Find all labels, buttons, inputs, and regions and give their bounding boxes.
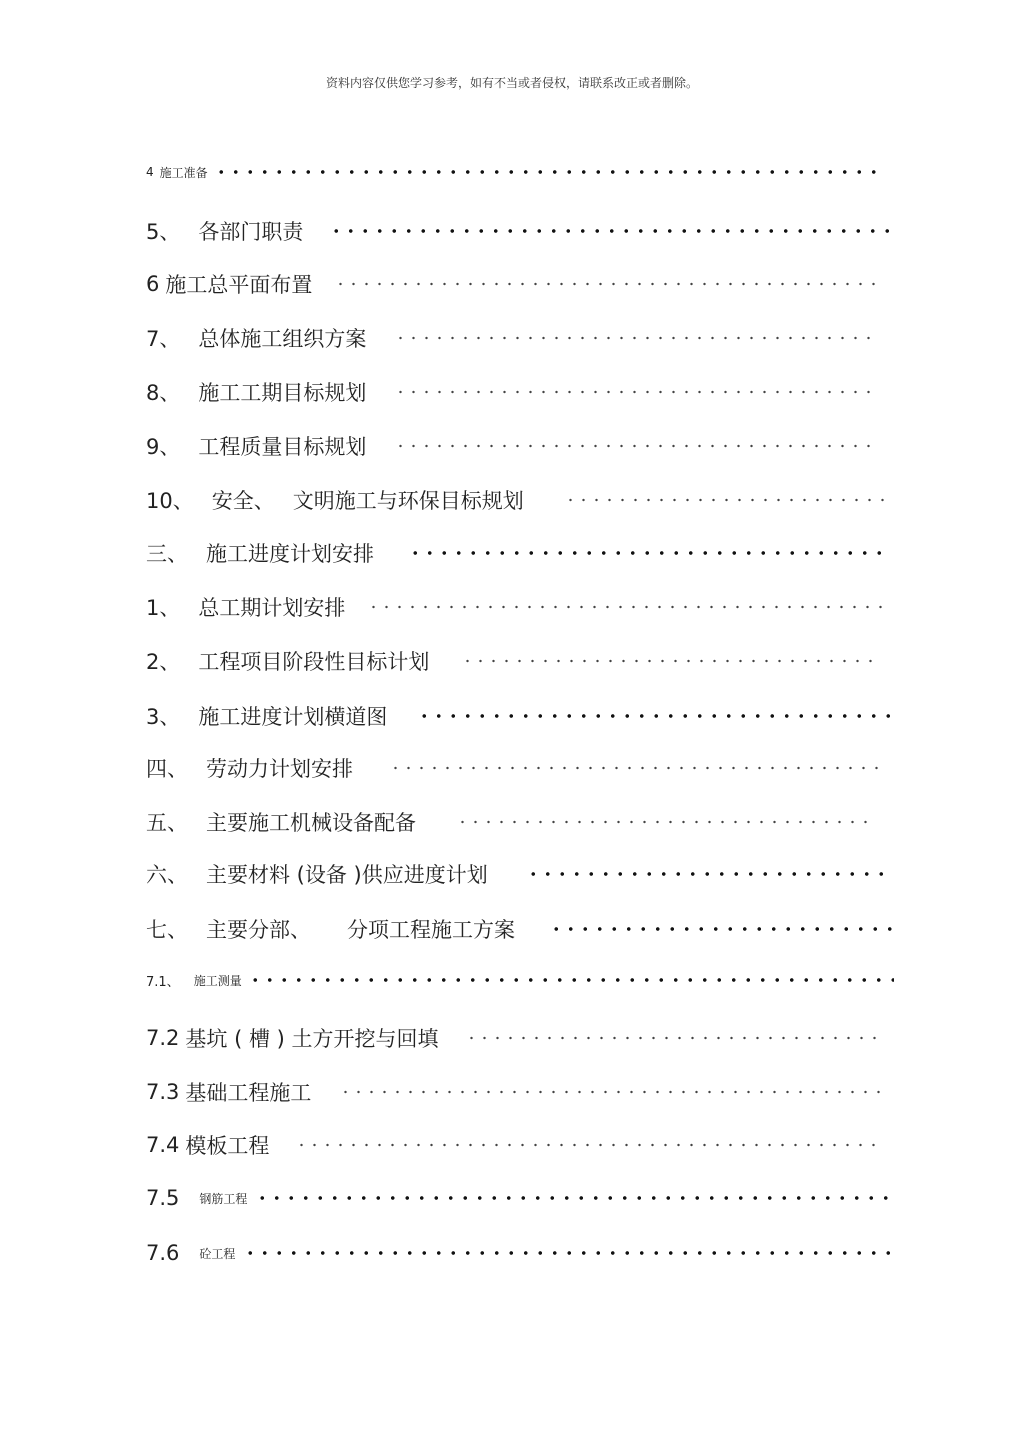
toc-number: 7.3: [146, 1080, 180, 1104]
dot-leader: [367, 604, 890, 610]
dot-leader: [329, 228, 892, 234]
toc-title: 施工进度计划横道图: [198, 705, 388, 729]
toc-entry-7-1[interactable]: [146, 965, 894, 995]
toc-number: 五、: [146, 811, 188, 835]
toc-entry-4[interactable]: [146, 157, 880, 187]
dot-leader: [408, 550, 890, 556]
toc-title: 工程项目阶段性目标计划: [198, 650, 430, 674]
dot-leader: [248, 977, 894, 983]
toc-title: 施工测量: [193, 973, 242, 988]
toc-entry-section-5[interactable]: [146, 807, 874, 837]
toc-title: 砼工程: [199, 1246, 236, 1261]
dot-leader: [465, 1035, 881, 1041]
dot-leader: [243, 1250, 894, 1256]
dot-leader: [255, 1195, 894, 1201]
dot-leader: [549, 926, 892, 932]
toc-title: 主要施工机械设备配备: [206, 811, 416, 835]
toc-number: 3、: [146, 705, 181, 729]
toc-title: 基础工程施工: [185, 1081, 312, 1105]
dot-leader: [295, 1142, 880, 1148]
dot-leader: [334, 281, 880, 287]
toc-title: 安全、: [211, 489, 275, 513]
toc-entry-7-6[interactable]: [146, 1238, 894, 1268]
dot-leader: [526, 871, 890, 877]
toc-entry-section-3[interactable]: [146, 538, 890, 568]
toc-entry-8[interactable]: [146, 377, 870, 407]
toc-title-continued: 文明施工与环保目标规划: [292, 489, 524, 513]
toc-number: 2、: [146, 650, 181, 674]
toc-entry-section-7[interactable]: [146, 914, 892, 944]
toc-entry-3-3[interactable]: [146, 701, 896, 731]
toc-number: 7.5: [146, 1186, 180, 1210]
toc-entry-7-3[interactable]: [146, 1077, 880, 1107]
toc-title: 工程质量目标规划: [198, 435, 367, 459]
toc-number: 7.6: [146, 1241, 180, 1265]
toc-title: 总工期计划安排: [198, 596, 346, 620]
toc-title: 施工进度计划安排: [206, 542, 374, 566]
toc-number: 7、: [146, 327, 181, 351]
toc-title: 总体施工组织方案: [198, 327, 367, 351]
dot-leader: [456, 819, 874, 825]
toc-entry-5[interactable]: [146, 216, 892, 246]
toc-number: 5、: [146, 220, 181, 244]
toc-title: 主要材料 (设备 )供应进度计划: [206, 863, 488, 887]
dot-leader: [394, 389, 870, 395]
toc-number: 7.1、: [146, 974, 180, 990]
toc-title: 劳动力计划安排: [206, 757, 353, 781]
toc-entry-3-2[interactable]: [146, 646, 880, 676]
toc-entry-3-1[interactable]: [146, 592, 890, 622]
page-disclaimer: 资料内容仅供您学习参考，如有不当或者侵权，请联系改正或者删除。: [325, 76, 698, 90]
toc-title: 各部门职责: [198, 220, 304, 244]
toc-title: 基坑 ( 槽 ) 土方开挖与回填: [185, 1027, 439, 1051]
toc-number: 6: [146, 272, 160, 296]
toc-title-continued: 分项工程施工方案: [347, 918, 515, 942]
dot-leader: [564, 497, 890, 503]
toc-entry-7-5[interactable]: [146, 1183, 894, 1213]
toc-entry-6[interactable]: [146, 269, 880, 299]
toc-title: 施工工期目标规划: [198, 381, 367, 405]
toc-title: 钢筋工程: [199, 1191, 248, 1206]
toc-number: 六、: [146, 863, 188, 887]
dot-leader: [417, 713, 896, 719]
dot-leader: [339, 1089, 880, 1095]
toc-entry-section-4[interactable]: [146, 753, 880, 783]
toc-number: 三、: [146, 542, 188, 566]
toc-entry-9[interactable]: [146, 431, 870, 461]
toc-number: 4: [146, 165, 154, 179]
toc-number: 10、: [146, 489, 194, 513]
dot-leader: [389, 765, 880, 771]
toc-entry-7-2[interactable]: [146, 1023, 880, 1053]
toc-number: 8、: [146, 381, 181, 405]
toc-number: 七、: [146, 918, 188, 942]
dot-leader: [394, 443, 870, 449]
toc-title: 施工准备: [159, 165, 208, 180]
toc-entry-10[interactable]: [146, 485, 890, 515]
toc-title: 施工总平面布置: [165, 273, 313, 297]
toc-number: 7.4: [146, 1133, 180, 1157]
toc-number: 7.2: [146, 1026, 180, 1050]
dot-leader: [214, 169, 880, 175]
toc-number: 1、: [146, 596, 181, 620]
toc-number: 9、: [146, 435, 181, 459]
dot-leader: [461, 658, 880, 664]
toc-title: 主要分部、: [206, 918, 311, 942]
toc-number: 四、: [146, 757, 188, 781]
toc-title: 模板工程: [185, 1134, 270, 1158]
toc-entry-section-6[interactable]: [146, 859, 890, 889]
toc-entry-7[interactable]: [146, 323, 870, 353]
toc-entry-7-4[interactable]: [146, 1130, 880, 1160]
dot-leader: [394, 335, 870, 341]
